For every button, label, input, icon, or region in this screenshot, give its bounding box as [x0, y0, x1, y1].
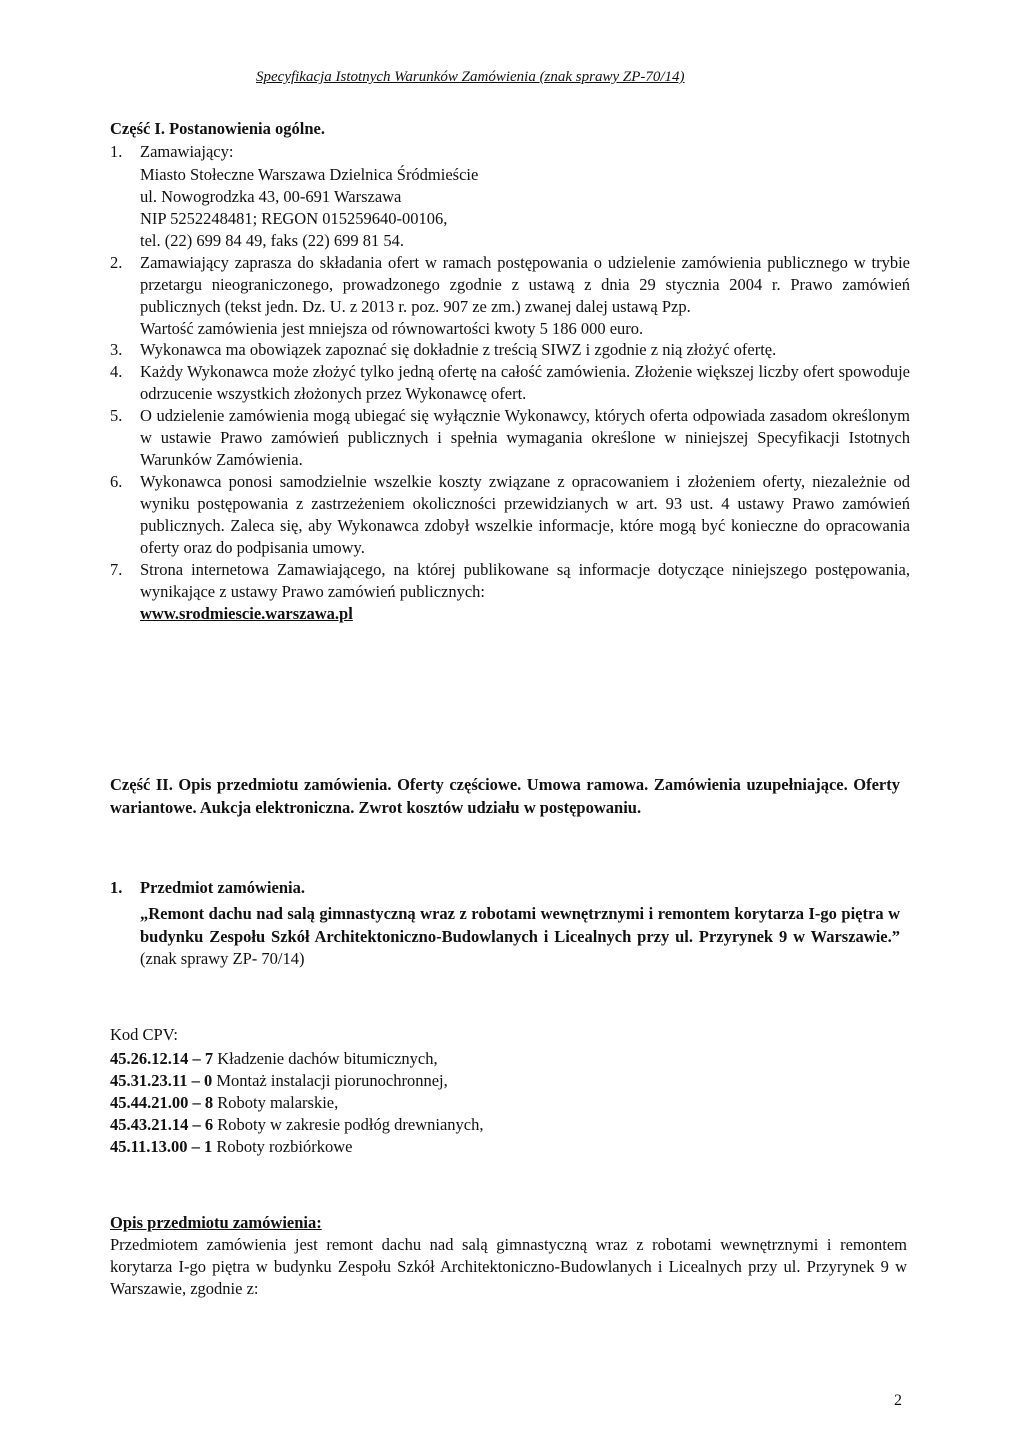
cpv-entry	[110, 1092, 910, 1114]
item-4-text: Każdy Wykonawca może złożyć tylko jedną ofertę na całość zamówienia. Złożenie większej liczby ofert spowoduje odrzucenie wszystkich złożonych przez Wykonawcę ofert.	[140, 362, 910, 404]
description-title: Opis przedmiotu zamówienia:	[110, 1213, 322, 1232]
item-number: 1.	[110, 878, 123, 897]
item-number: 7.	[110, 559, 123, 579]
cpv-code: 45.31.23.11 – 0	[110, 1070, 213, 1090]
part2-item-1	[110, 877, 900, 971]
part1-items	[110, 141, 910, 625]
item-5	[110, 405, 910, 471]
cpv-code: 45.11.13.00 – 1	[110, 1136, 213, 1156]
address-line: tel. (22) 699 84 49, faks (22) 699 81 54.	[140, 230, 404, 250]
item-number: 5.	[110, 406, 123, 426]
page-number: 2	[894, 1392, 902, 1409]
item-number: 1.	[110, 142, 123, 161]
item-3	[110, 339, 910, 361]
description-text: Przedmiotem zamówienia jest remont dachu nad salą gimnastyczną wraz z robotami wewnętrznymi i remontem korytarza I-go piętra w budynku Zespołu Szkół Architektoniczno-Budowlanych i Licealnych przy ul. Przyrynek 9 w Warszawie, zgodnie z:	[110, 1234, 907, 1298]
cpv-desc: Kładzenie dachów bitumicznych,	[213, 1048, 438, 1068]
part2-heading: Część II. Opis przedmiotu zamówienia. Oferty częściowe. Umowa ramowa. Zamówienia uzupełniające. Oferty wariantowe. Aukcja elektroniczna. Zwrot kosztów udziału w postępowaniu.	[110, 775, 900, 818]
address-line: ul. Nowogrodzka 43, 00-691 Warszawa	[140, 186, 402, 206]
address-block	[140, 164, 910, 252]
cpv-desc: Montaż instalacji piorunochronnej,	[212, 1070, 448, 1090]
cpv-entry	[110, 1136, 910, 1158]
subject-title: „Remont dachu nad salą gimnastyczną wraz z robotami wewnętrznymi i remontem korytarza I-go piętra w budynku Zespołu Szkół Architektoniczno-Budowlanych i Licealnych przy ul. Przyrynek 9 w Warszawie.”	[140, 903, 900, 946]
cpv-entry	[110, 1114, 910, 1136]
cpv-entry	[110, 1070, 910, 1092]
item-7	[110, 559, 910, 625]
cpv-block	[110, 1024, 910, 1158]
subject-text	[140, 903, 900, 971]
running-header: Specyfikacja Istotnych Warunków Zamówienia (znak sprawy ZP-70/14)	[256, 69, 685, 85]
item-number: 2.	[110, 252, 123, 272]
item-4	[110, 361, 910, 405]
item-2-value: Wartość zamówienia jest mniejsza od równowartości kwoty 5 186 000 euro.	[140, 318, 644, 338]
item-5-text: O udzielenie zamówienia mogą ubiegać się wyłącznie Wykonawcy, których oferta odpowiada zasadom określonym w ustawie Prawo zamówień publicznych i spełnia wymagania określone w niniejszej Specyfikacji Istotnych Warunków Zamówienia.	[140, 406, 910, 470]
description-block	[110, 1212, 907, 1300]
cpv-code: 45.43.21.14 – 6	[110, 1114, 214, 1134]
item-1	[110, 141, 910, 252]
cpv-desc: Roboty w zakresie podłóg drewnianych,	[213, 1114, 484, 1134]
item-1-label: Zamawiający:	[140, 142, 234, 161]
subject-ref: (znak sprawy ZP- 70/14)	[140, 949, 305, 969]
address-line: Miasto Stołeczne Warszawa Dzielnica Śródmieście	[140, 164, 479, 184]
cpv-code: 45.44.21.00 – 8	[110, 1092, 214, 1112]
part1-heading: Część I. Postanowienia ogólne.	[110, 119, 325, 138]
website-link[interactable]: www.srodmiescie.warszawa.pl	[140, 603, 353, 623]
cpv-label: Kod CPV:	[110, 1025, 178, 1044]
item-2	[110, 252, 910, 340]
cpv-entry	[110, 1048, 910, 1070]
cpv-desc: Roboty malarskie,	[213, 1092, 339, 1112]
address-line: NIP 5252248481; REGON 015259640-00106,	[140, 208, 448, 228]
item-7-text: Strona internetowa Zamawiającego, na której publikowane są informacje dotyczące niniejszego postępowania, wynikające z ustawy Prawo zamówień publicznych:	[140, 559, 910, 601]
item-6	[110, 471, 910, 559]
item-6-text: Wykonawca ponosi samodzielnie wszelkie koszty związane z opracowaniem i złożeniem oferty, niezależnie od wyniku postępowania z zastrzeżeniem okoliczności przewidzianych w art. 93 ust. 4 ustawy Prawo zamówień publicznych. Zaleca się, aby Wykonawca zdobył wszelkie informacje, które mogą być konieczne do opracowania oferty oraz do podpisania umowy.	[140, 472, 910, 557]
item-3-text: Wykonawca ma obowiązek zapoznać się dokładnie z treścią SIWZ i zgodnie z nią złożyć ofertę.	[140, 340, 777, 360]
item-number: 4.	[110, 362, 123, 382]
item-2-text: Zamawiający zaprasza do składania ofert w ramach postępowania o udzielenie zamówienia publicznego w trybie przetargu nieograniczonego, prowadzonego zgodnie z ustawą z dnia 29 stycznia 2004 r. Prawo zamówień publicznych (tekst jedn. Dz. U. z 2013 r. poz. 907 ze zm.) zwanej dalej ustawą Pzp.	[140, 252, 910, 316]
item-number: 3.	[110, 340, 123, 360]
cpv-desc: Roboty rozbiórkowe	[212, 1136, 353, 1156]
cpv-code: 45.26.12.14 – 7	[110, 1048, 214, 1068]
item-number: 6.	[110, 472, 123, 492]
subject-label: Przedmiot zamówienia.	[140, 878, 305, 897]
